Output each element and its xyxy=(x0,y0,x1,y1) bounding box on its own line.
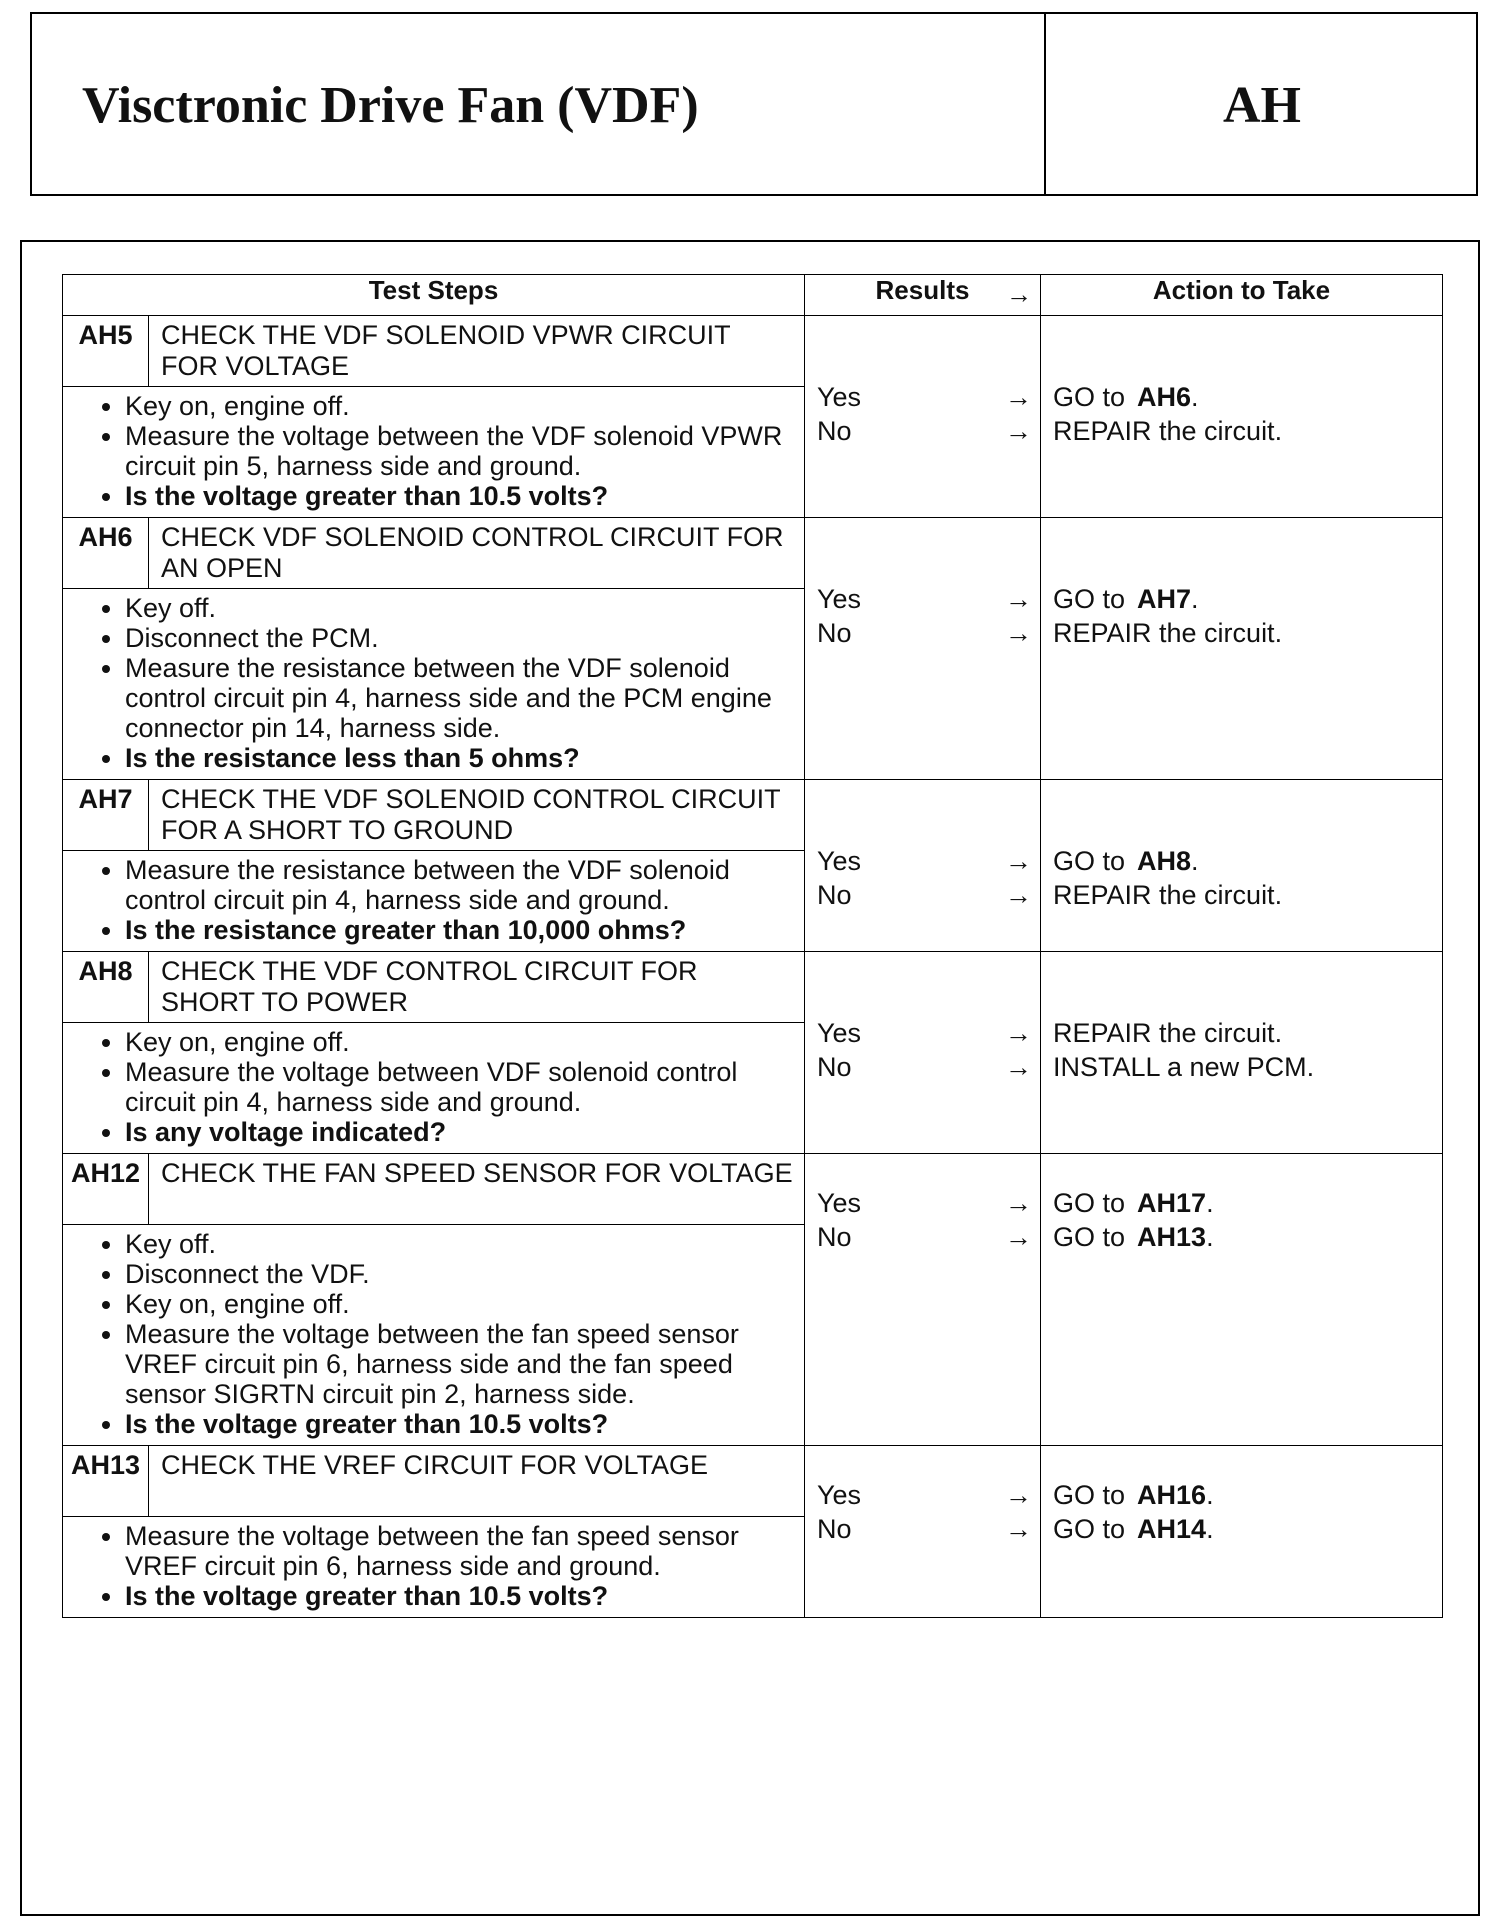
instruction-item: • Key on, engine off. xyxy=(125,1027,794,1057)
section-code: AH xyxy=(1223,77,1301,134)
step-heading: CHECK VDF SOLENOID CONTROL CIRCUIT FOR AN OPEN xyxy=(149,518,805,589)
action-suffix: . xyxy=(1206,1188,1214,1218)
test-steps-table xyxy=(62,274,1443,1618)
step-row-ah12 xyxy=(63,1154,1443,1225)
result-label: No xyxy=(817,1514,852,1544)
column-header-test-steps: Test Steps xyxy=(63,275,805,316)
action-text: GO to xyxy=(1053,1188,1126,1218)
step-question: • Is the voltage greater than 10.5 volts? xyxy=(125,1409,794,1439)
result-label: Yes xyxy=(817,1480,862,1510)
step-instructions xyxy=(63,387,805,518)
step-heading: CHECK THE VREF CIRCUIT FOR VOLTAGE xyxy=(149,1446,805,1517)
column-header-results xyxy=(805,275,1041,316)
step-results xyxy=(805,316,1041,518)
action-text: INSTALL a new PCM. xyxy=(1053,1052,1315,1082)
action-target: AH8 xyxy=(1137,846,1192,876)
arrow-right-icon: → xyxy=(1005,1052,1032,1082)
action-text: GO to xyxy=(1053,846,1126,876)
result-yes xyxy=(817,1184,1034,1222)
action-yes xyxy=(1053,842,1436,880)
arrow-right-icon: → xyxy=(1005,416,1032,446)
action-target: AH13 xyxy=(1137,1222,1207,1252)
arrow-right-icon: → xyxy=(1005,1188,1032,1218)
test-steps-body xyxy=(63,316,1443,1618)
action-text: GO to xyxy=(1053,1222,1126,1252)
step-row-ah7 xyxy=(63,780,1443,851)
action-yes xyxy=(1053,1014,1436,1052)
step-actions xyxy=(1041,952,1443,1154)
step-actions xyxy=(1041,316,1443,518)
step-question: • Is the voltage greater than 10.5 volts? xyxy=(125,1581,794,1611)
step-results xyxy=(805,952,1041,1154)
result-label: No xyxy=(817,880,852,910)
step-results xyxy=(805,1446,1041,1618)
instruction-item: • Key on, engine off. xyxy=(125,1289,794,1319)
result-yes xyxy=(817,1476,1034,1514)
result-no xyxy=(817,412,1034,450)
arrow-right-icon: → xyxy=(1005,1514,1032,1544)
step-instructions xyxy=(63,589,805,780)
instruction-list xyxy=(81,593,794,773)
step-code: AH13 xyxy=(63,1446,149,1517)
instruction-item: • Key off. xyxy=(125,1229,794,1259)
action-no xyxy=(1053,412,1436,450)
instruction-item: • Key off. xyxy=(125,593,794,623)
result-no xyxy=(817,876,1034,914)
action-suffix: . xyxy=(1191,846,1199,876)
result-no xyxy=(817,614,1034,652)
action-suffix: . xyxy=(1191,382,1199,412)
arrow-right-icon: → xyxy=(1005,880,1032,910)
step-results xyxy=(805,518,1041,780)
action-suffix: . xyxy=(1206,1480,1214,1510)
step-question: • Is the voltage greater than 10.5 volts? xyxy=(125,481,794,511)
step-row-ah13 xyxy=(63,1446,1443,1517)
instruction-list xyxy=(81,391,794,511)
action-no xyxy=(1053,1510,1436,1548)
step-instructions xyxy=(63,1517,805,1618)
column-header-action: Action to Take xyxy=(1041,275,1443,316)
result-label: Yes xyxy=(817,1018,862,1048)
arrow-right-icon: → xyxy=(1005,584,1032,614)
action-no xyxy=(1053,614,1436,652)
instruction-list xyxy=(81,1027,794,1147)
instruction-item: • Measure the resistance between the VDF solenoid control circuit pin 4, harness side and the PCM engine connector pin 14, harness side. xyxy=(125,653,794,743)
arrow-right-icon: → xyxy=(1005,1018,1032,1048)
arrow-right-icon: → xyxy=(1005,846,1032,876)
result-label: No xyxy=(817,1222,852,1252)
instruction-item: • Measure the voltage between the fan speed sensor VREF circuit pin 6, harness side and ground. xyxy=(125,1521,794,1581)
step-heading: CHECK THE VDF SOLENOID CONTROL CIRCUIT FOR A SHORT TO GROUND xyxy=(149,780,805,851)
results-header-label: Results xyxy=(875,275,970,305)
result-label: No xyxy=(817,1052,852,1082)
result-label: No xyxy=(817,416,852,446)
action-target: AH6 xyxy=(1137,382,1192,412)
arrow-right-icon: → xyxy=(1005,618,1032,648)
step-code: AH8 xyxy=(63,952,149,1023)
action-target: AH14 xyxy=(1137,1514,1207,1544)
arrow-right-icon: → xyxy=(1005,382,1032,412)
step-instructions xyxy=(63,1023,805,1154)
action-target: AH16 xyxy=(1137,1480,1207,1510)
result-label: No xyxy=(817,618,852,648)
step-row-ah6 xyxy=(63,518,1443,589)
step-actions xyxy=(1041,780,1443,952)
action-text: GO to xyxy=(1053,1480,1126,1510)
instruction-item: • Measure the voltage between VDF solenoid control circuit pin 4, harness side and ground. xyxy=(125,1057,794,1117)
result-label: Yes xyxy=(817,584,862,614)
step-code: AH6 xyxy=(63,518,149,589)
action-yes xyxy=(1053,378,1436,416)
action-text: REPAIR the circuit. xyxy=(1053,880,1283,910)
arrow-right-icon: → xyxy=(1005,1222,1032,1252)
step-question: • Is the resistance greater than 10,000 ohms? xyxy=(125,915,794,945)
result-yes xyxy=(817,1014,1034,1052)
step-question: • Is the resistance less than 5 ohms? xyxy=(125,743,794,773)
instruction-item: • Measure the voltage between the VDF solenoid VPWR circuit pin 5, harness side and ground. xyxy=(125,421,794,481)
arrow-right-icon: → xyxy=(1006,279,1032,309)
step-heading: CHECK THE FAN SPEED SENSOR FOR VOLTAGE xyxy=(149,1154,805,1225)
page-title: Visctronic Drive Fan (VDF) xyxy=(82,77,699,134)
instruction-item: • Measure the voltage between the fan speed sensor VREF circuit pin 6, harness side and the fan speed sensor SIGRTN circuit pin 2, harness side. xyxy=(125,1319,794,1409)
action-text: GO to xyxy=(1053,382,1126,412)
result-no xyxy=(817,1048,1034,1086)
instruction-item: • Measure the resistance between the VDF solenoid control circuit pin 4, harness side and ground. xyxy=(125,855,794,915)
result-no xyxy=(817,1510,1034,1548)
table-header-row xyxy=(63,275,1443,316)
instruction-item: • Disconnect the VDF. xyxy=(125,1259,794,1289)
action-text: REPAIR the circuit. xyxy=(1053,618,1283,648)
result-yes xyxy=(817,580,1034,618)
step-results xyxy=(805,1154,1041,1446)
step-row-ah5 xyxy=(63,316,1443,387)
instruction-list xyxy=(81,1229,794,1439)
step-heading: CHECK THE VDF CONTROL CIRCUIT FOR SHORT TO POWER xyxy=(149,952,805,1023)
result-label: Yes xyxy=(817,1188,862,1218)
action-suffix: . xyxy=(1191,584,1199,614)
action-yes xyxy=(1053,1476,1436,1514)
action-text: GO to xyxy=(1053,584,1126,614)
step-question: • Is any voltage indicated? xyxy=(125,1117,794,1147)
action-no xyxy=(1053,876,1436,914)
step-actions xyxy=(1041,1446,1443,1618)
action-no xyxy=(1053,1218,1436,1256)
step-actions xyxy=(1041,518,1443,780)
instruction-item: • Disconnect the PCM. xyxy=(125,623,794,653)
action-yes xyxy=(1053,1184,1436,1222)
step-row-ah8 xyxy=(63,952,1443,1023)
step-heading: CHECK THE VDF SOLENOID VPWR CIRCUIT FOR VOLTAGE xyxy=(149,316,805,387)
result-no xyxy=(817,1218,1034,1256)
action-no xyxy=(1053,1048,1436,1086)
action-yes xyxy=(1053,580,1436,618)
step-results xyxy=(805,780,1041,952)
result-label: Yes xyxy=(817,846,862,876)
step-code: AH5 xyxy=(63,316,149,387)
action-target: AH7 xyxy=(1137,584,1192,614)
instruction-item: • Key on, engine off. xyxy=(125,391,794,421)
result-label: Yes xyxy=(817,382,862,412)
action-suffix: . xyxy=(1206,1514,1214,1544)
step-instructions xyxy=(63,851,805,952)
action-text: GO to xyxy=(1053,1514,1126,1544)
instruction-list xyxy=(81,855,794,945)
action-text: REPAIR the circuit. xyxy=(1053,416,1283,446)
step-actions xyxy=(1041,1154,1443,1446)
action-text: REPAIR the circuit. xyxy=(1053,1018,1283,1048)
step-code: AH7 xyxy=(63,780,149,851)
result-yes xyxy=(817,842,1034,880)
action-target: AH17 xyxy=(1137,1188,1207,1218)
result-yes xyxy=(817,378,1034,416)
page-header xyxy=(30,12,1478,196)
action-suffix: . xyxy=(1206,1222,1214,1252)
arrow-right-icon: → xyxy=(1005,1480,1032,1510)
instruction-list xyxy=(81,1521,794,1611)
step-code: AH12 xyxy=(63,1154,149,1225)
step-instructions xyxy=(63,1225,805,1446)
